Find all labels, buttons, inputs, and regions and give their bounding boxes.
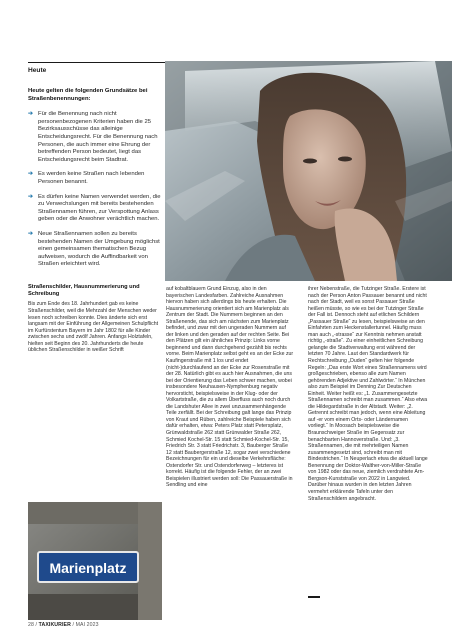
arrow-icon: ➔	[28, 171, 33, 178]
paragraph: ihrer Nebenstraße, die Tutzinger Straße. Erstere ist nach der Person Anton Passauer benannt und nicht nach der Stadt, weil es sonst Passauer Straße heißen müsste, so wie es bei der Tutzinger Straße der Fall ist. Dennoch steht auf etlichen Schildern „Passauer Straße“ zu lesen, beispielsweise an den Einfahrten zum Heckenstallertunnel. Häufig muss man auch „-strasse“ zur Kenntnis nehmen anstatt richtig „-straße“. Zu einer einheitlichen Schreibung gelangte die Stadtverwaltung erst während der letzten 70 Jahre. Laut den Standardwerk für Rechtschreibung „Duden“ gelten hier folgende Regeln: „Das erste Wort eines Straßennamens wird großgeschrieben, ebenso alle zum Namen gehörenden Adjektive und Zahlwörter.“ In München also zum Beispiel im Denning Zur Deutschen Einheit. Weiter heißt es: „1. Zusammengesetzte Straßennamen schreibt man zusammen.“ Also etwa die Hildegardstraße in der Altstadt. Weiter: „2. Getrennt schreibt man jedoch, wenn eine Ableitung auf -er vom einem Orts- oder Ländernamen vorliegt.“ In Moosach beispielsweise die Braunschweiger Straße im Gegensatz zur benachbarten Hannoverstraße. Und: „3. Straßennamen, die mit mehrteiligen Namen zusammengesetzt sind, schreibt man mit Bindestrichen.“ In Neuperlach etwa die aktuell lange Benennung der Doktor-Walther-von-Miller-Straße von 1982 oder das neue, ziemlich verdrahtete Arn-Bergson-Kunststraße von 2022 in Langwied. Darüber hinaus wurden in den letzten Jahren vermehrt erklärende Tafeln unter den Straßenschildern angebracht.	[308, 286, 428, 502]
principle-text: Es werden keine Straßen nach lebenden Personen benannt.	[38, 171, 145, 185]
taxi-passenger-photo	[165, 61, 452, 281]
principles-sidebar	[28, 88, 162, 276]
principle-item	[28, 111, 162, 164]
principle-item	[28, 194, 162, 224]
article-column-2	[166, 286, 294, 495]
arrow-icon: ➔	[28, 111, 33, 118]
sidebar-intro: Heute gelten die folgenden Grundsätze bei Straßenbenennungen:	[28, 88, 148, 102]
section-label: Heute	[28, 67, 47, 74]
article-column-3	[308, 286, 428, 509]
principle-text: Es dürfen keine Namen verwendet werden, die zu Verwechslungen mit bereits bestehenden Straßennamen führen, zur Verspottung Anlass geben oder die Anwohner verächtlich machen.	[38, 193, 161, 223]
article-end-mark	[308, 596, 320, 598]
arrow-icon: ➔	[28, 193, 33, 200]
principle-text: Neue Straßennamen sollen zu bereits bestehenden Namen der Umgebung möglichst einen gemeinsamen thematischen Bezug aufweisen, wodurch die Auffindbarkeit von Straßen erleichtert wird.	[38, 230, 160, 268]
page-number: 28	[28, 622, 34, 628]
street-sign-photo	[28, 502, 162, 620]
page-footer: 28 / TAXIKURIER / MAI 2023	[28, 622, 99, 628]
principle-item	[28, 171, 162, 186]
issue-date: MAI 2023	[75, 622, 99, 628]
article-column-1	[28, 280, 162, 360]
paragraph: auf kobaltblauem Grund Einzug, also in den bayerischen Landesfarben. Zahlreiche Ausnahmen hiervon haben sich allerdings bis heute erhalten. Die Hausnummerierung orientiert sich am Marienplatz als Zentrum der Stadt. Die Nummern beginnen an den Straßenende, das sich am nächsten zum Marienplatz befindet, und zwar mit den ungeraden Nummern auf der linken und den geraden auf der rechten Seite. Bei den Plätzen gilt ein ähnliches Prinzip: Links vorne beginnend und dann durchgehend gezählt bis rechts vorne. Beim Marienplatz selbst geht es an der Ecke zur Kaufingerstraße mit 1 los und endet (nicht-)durchlaufend an der Ecke zur Rosenstraße mit der 28. Natürlich gibt es auch hier Ausnahmen, die uns bei der Orientierung das Leben schwer machen, wobei insbesondere Neuhausen-Nymphenburg negativ hervorsticht, beispielsweise in der Klug- oder der Volkartstraße, die zu allem Überfluss auch noch durch die Landshuter Allee in zwei unzusammenhängende Teile zerfällt. Bei der Schreibung galt lange das Prinzip von Kraut und Rüben, zahlreiche Beispiele haben sich dafür erhalten, etwa: Peters Platz statt Petersplatz, Grünwaldstraße 262 statt Grünwalder Straße 262, Schmied Kochel-Str. 15 statt Schmied-Kochel-Str. 15, Friedrich Str. 3 statt Friedrichstr. 3, Bauberger Straße 12 statt Baubergerstraße 12, sogar zwei verschiedene Bezeichnungen für ein und dieselbe Verkehrsfläche: Ostendorfer Str. und Ostendorferweg – letzteres ist korrekt. Häufig ist die folgende Fehler, der an zwei Beispielen illustriert werden soll: Die Passauerstraße in Sendling und eine	[166, 286, 294, 489]
arrow-icon: ➔	[28, 230, 33, 237]
magazine-brand: TAXIKURIER	[38, 622, 71, 628]
principles-list	[28, 111, 162, 269]
paragraph: Bis zum Ende des 18. Jahrhundert gab es keine Straßenschilder, weil die Mehrzahl der Menschen weder lesen noch schreiben konnte. Dies änderte sich erst langsam mit der Einführung der Allgemeinen Schulpflicht im Kurfürstentum Bayern im Jahr 1802 für alle Kinder zwischen sechs und zwölf Jahren. Anfangs Holztafeln, hielten seit Beginn des 20. Jahrhunderts die heute üblichen Straßenschilder in weißer Schrift	[28, 301, 159, 354]
principle-text: Für die Benennung nach nicht personenbezogenen Kriterien haben die 25 Bezirksausschüsse das alleinige Entscheidungsrecht. Für die Benennung nach Personen, die auch immer eine Ehrung der betreffenden Person bedeutet, liegt das Entscheidungsrecht beim Stadtrat.	[38, 111, 158, 163]
top-rule	[28, 62, 166, 63]
principle-item	[28, 231, 162, 269]
street-sign-text: Marienplatz	[49, 560, 127, 576]
subheading: Straßenschilder, Hausnummerierung und Schreibung	[28, 284, 140, 298]
